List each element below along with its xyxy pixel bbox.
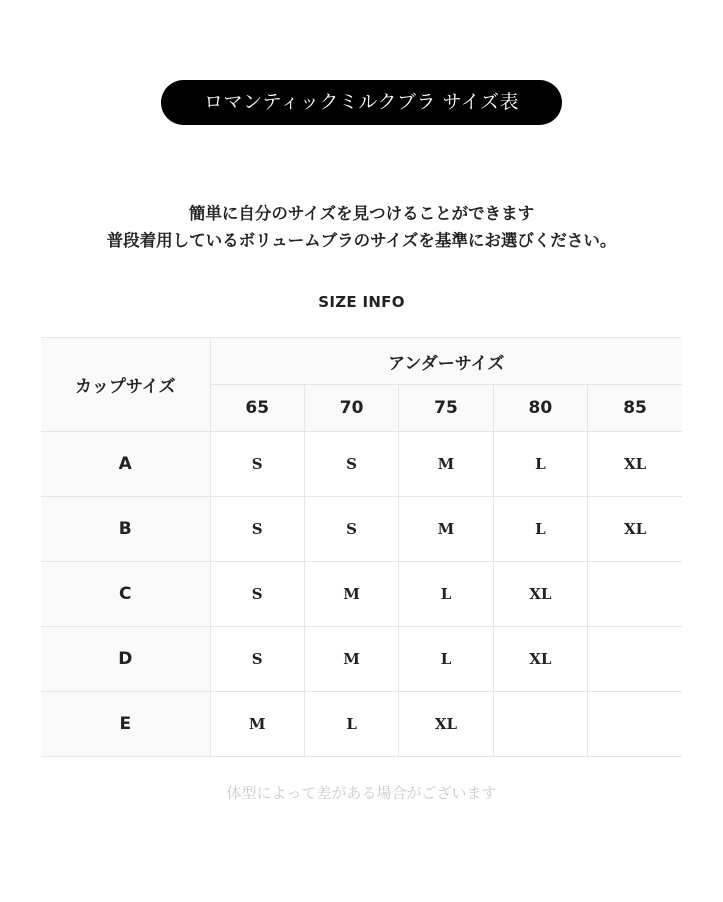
under-size-75: 75 — [399, 385, 493, 432]
table-row — [41, 497, 682, 562]
under-size-80: 80 — [493, 385, 587, 432]
cup-label: E — [41, 692, 210, 757]
size-cell: XL — [493, 562, 587, 627]
size-cell: M — [399, 497, 493, 562]
under-size-70: 70 — [304, 385, 398, 432]
intro-line-1: 簡単に自分のサイズを見つけることができます — [188, 204, 535, 223]
size-cell: XL — [493, 627, 587, 692]
size-table — [41, 337, 682, 757]
size-cell: XL — [399, 692, 493, 757]
size-cell: XL — [588, 497, 682, 562]
section-label: SIZE INFO — [318, 293, 405, 311]
size-cell: L — [304, 692, 398, 757]
size-cell: S — [304, 497, 398, 562]
size-cell: S — [210, 432, 304, 497]
size-cell: S — [210, 497, 304, 562]
size-cell: M — [304, 562, 398, 627]
page-title: ロマンティックミルクブラ サイズ表 — [161, 80, 562, 125]
size-cell: S — [210, 562, 304, 627]
size-cell: L — [493, 432, 587, 497]
size-cell: L — [493, 497, 587, 562]
size-cell — [493, 692, 587, 757]
size-cell: S — [304, 432, 398, 497]
cup-label: A — [41, 432, 210, 497]
under-size-header: アンダーサイズ — [210, 338, 682, 385]
cup-label: D — [41, 627, 210, 692]
table-row — [41, 692, 682, 757]
size-cell — [588, 692, 682, 757]
cup-size-header: カップサイズ — [41, 338, 210, 432]
size-cell: M — [210, 692, 304, 757]
cup-label: C — [41, 562, 210, 627]
fit-note: 体型によって差がある場合がございます — [226, 784, 497, 802]
cup-label: B — [41, 497, 210, 562]
table-row — [41, 432, 682, 497]
size-cell: XL — [588, 432, 682, 497]
size-cell: L — [399, 562, 493, 627]
table-row — [41, 627, 682, 692]
under-size-85: 85 — [588, 385, 682, 432]
size-cell — [588, 627, 682, 692]
intro-text — [0, 200, 723, 254]
size-cell: M — [399, 432, 493, 497]
under-size-65: 65 — [210, 385, 304, 432]
size-cell: L — [399, 627, 493, 692]
table-header-row — [41, 338, 682, 385]
size-cell: M — [304, 627, 398, 692]
size-cell — [588, 562, 682, 627]
size-cell: S — [210, 627, 304, 692]
table-row — [41, 562, 682, 627]
intro-line-2: 普段着用しているボリュームブラのサイズを基準にお選びください。 — [106, 231, 617, 250]
